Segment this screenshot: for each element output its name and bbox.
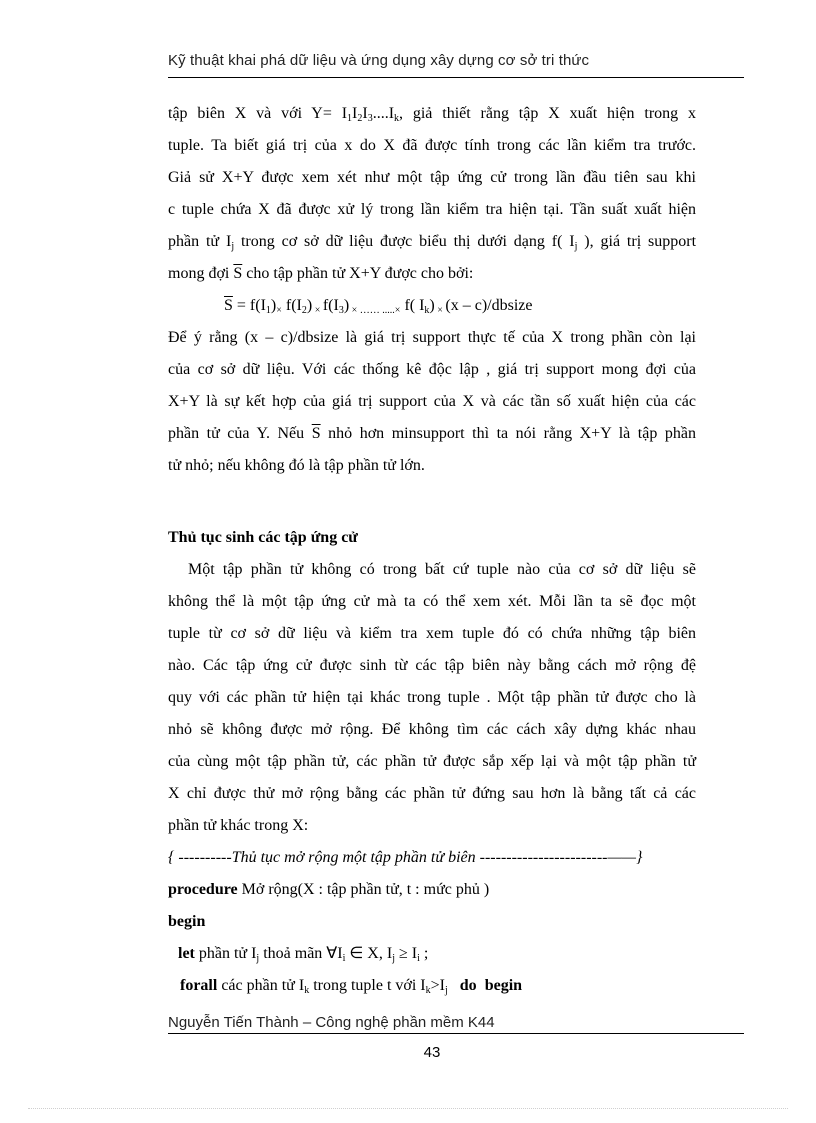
text-line: phần tử của Y. Nếu $\overline{S}$ nhỏ hơn minsupport thì ta nói rằng X+Y là tập phần — [168, 425, 696, 442]
support-formula: $\overline{S} = f(I_1)_\times$ $f(I_2)$ $_\times$ $f(I_3)$ $_{\times \dots\dots .....\times}$ f( $I_k$) $_\times$ (x – c)/dbsize — [224, 297, 533, 316]
text-line: c tuple chứa X đã được xử lý trong lần kiểm tra hiện tại. Tần suất xuất hiện — [168, 201, 696, 218]
page-number: 43 — [423, 1044, 441, 1061]
text-line: Để ý rằng (x – c)/dbsize là giá trị support thực tế của X trong phần còn lại — [168, 329, 696, 346]
page-bottom-border — [28, 1108, 788, 1109]
text-line: tuple từ cơ sở dữ liệu và kiểm tra xem tuple đó có chứa những tập biên — [168, 625, 696, 642]
text-line: phần tử $I_j$ trong cơ sở dữ liệu được biểu thị dưới dạng f( $I_j$ ), giá trị support — [168, 233, 697, 252]
page-body — [168, 98, 696, 1002]
text-line: X chỉ được thử mở rộng bằng các phần tử đứng sau hơn là bằng tất cả các — [168, 785, 696, 802]
text-line: Một tập phần tử không có trong bất cứ tuple nào của cơ sở dữ liệu sẽ — [188, 561, 696, 578]
text-line: tử nhỏ; nếu không đó là tập phần tử lớn. — [168, 457, 425, 474]
text-line: không thể là một tập ứng cử mà ta có thể xem xét. Mỗi lần ta sẽ đọc một — [168, 593, 696, 610]
text-line: của cùng một tập phần tử, các phần tử được sắp xếp lại và một tập phần tử — [168, 753, 696, 770]
code-let-line: let phần tử $I_j$ thoả mãn $\forall I_i$ ∈ X, $I_j \ge I_i$ ; — [178, 945, 429, 964]
code-comment: { ----------Thủ tục mở rộng một tập phần tử biên ------------------------——} — [168, 849, 643, 866]
text-line: mong đợi $\overline{S}$ cho tập phần tử X+Y được cho bởi: — [168, 265, 474, 282]
code-forall-line: forall các phần tử $I_k$ trong tuple t với $I_k>I_j$ do begin — [180, 977, 523, 996]
footer-rule — [168, 1033, 744, 1034]
section-heading: Thủ tục sinh các tập ứng cử — [168, 529, 358, 546]
text-line: tuple. Ta biết giá trị của x do X đã được tính trong các lần kiểm tra trước. — [168, 137, 696, 154]
text-line: tập biên X và với $Y= I_1I_2I_3....I_k$, giả thiết rằng tập X xuất hiện trong x — [168, 105, 696, 124]
text-line: Giả sử X+Y được xem xét như một tập ứng cử trong lần đầu tiên sau khi — [168, 169, 696, 186]
text-line: X+Y là sự kết hợp của giá trị support của X và các tần số xuất hiện của các — [168, 393, 696, 410]
running-header: Kỹ thuật khai phá dữ liệu và ứng dụng xây dựng cơ sở tri thức — [168, 52, 590, 69]
code-procedure-line: procedure Mở rộng(X : tập phần tử, t : mức phủ ) — [168, 881, 490, 898]
text-line: quy với các phần tử hiện tại khác trong tuple . Một tập phần tử được cho là — [168, 689, 696, 706]
text-line: của cơ sở dữ liệu. Với các thống kê độc lập , giá trị support mong đợi của — [168, 361, 696, 378]
text-line: nhỏ sẽ không được mở rộng. Để không tìm các cách xây dựng khác nhau — [168, 721, 696, 738]
code-begin-line: begin — [168, 913, 206, 930]
header-rule — [168, 77, 744, 78]
text-line: nào. Các tập ứng cử được sinh từ các tập biên này bằng cách mở rộng đệ — [168, 657, 696, 674]
running-footer: Nguyễn Tiến Thành – Công nghệ phần mềm K44 — [168, 1014, 495, 1031]
text-line: phần tử khác trong X: — [168, 817, 309, 834]
